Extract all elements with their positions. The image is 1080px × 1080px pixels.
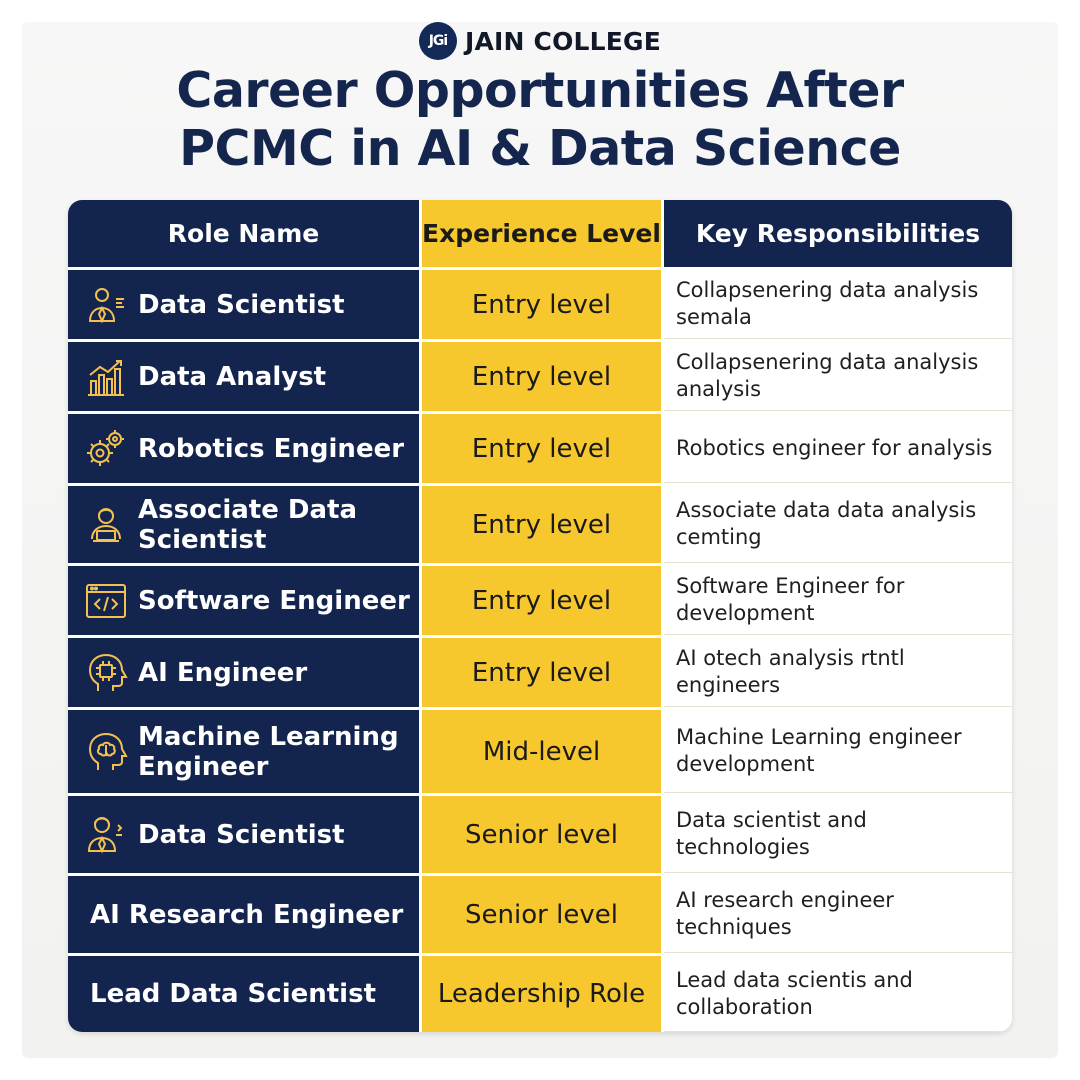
- page-title: [0, 62, 1080, 178]
- role-cell: [68, 486, 422, 563]
- role-cell: [68, 796, 422, 873]
- role-cell: [68, 566, 422, 635]
- role-cell: [68, 710, 422, 793]
- level-cell: [422, 876, 664, 953]
- role-name: Data Analyst: [138, 361, 327, 392]
- level-cell: [422, 956, 664, 1032]
- table-row: [68, 876, 1012, 956]
- brand-header: [0, 22, 1080, 60]
- responsibility-text: AI otech analysis rtntl engineers: [676, 646, 905, 697]
- responsibility-cell: [664, 566, 1012, 635]
- responsibility-text: Lead data scientis and collaboration: [676, 967, 913, 1019]
- experience-level: Entry level: [471, 289, 612, 320]
- experience-level: Entry level: [471, 433, 612, 464]
- responsibility-text: Software Engineer for development: [676, 574, 905, 625]
- table-row: [68, 710, 1012, 796]
- experience-level: Senior level: [465, 819, 618, 850]
- table-row: [68, 956, 1012, 1032]
- role-cell: [68, 876, 422, 953]
- role-cell: [68, 342, 422, 411]
- role-name: Data Scientist: [138, 289, 345, 320]
- table-header-row: [68, 200, 1012, 270]
- role-name: AI Research Engineer: [90, 899, 404, 930]
- table-row: [68, 270, 1012, 342]
- ai-head-chip-icon: [82, 649, 130, 697]
- experience-level: Mid-level: [482, 736, 601, 767]
- responsibility-text: Robotics engineer for analysis: [676, 435, 993, 460]
- role-name: AI Engineer: [138, 657, 308, 688]
- responsibility-cell: [664, 414, 1012, 483]
- experience-level: Entry level: [471, 657, 612, 688]
- header-experience: Experience Level: [422, 200, 664, 267]
- responsibility-text: Collapsenering data analysis semala: [676, 278, 979, 329]
- level-cell: [422, 796, 664, 873]
- brand-name: JAIN COLLEGE: [464, 26, 662, 56]
- experience-level: Senior level: [465, 899, 618, 930]
- table-row: [68, 638, 1012, 710]
- header-responsibilities: Key Responsibilities: [664, 200, 1012, 267]
- brain-head-icon: [82, 728, 130, 776]
- level-cell: [422, 710, 664, 793]
- responsibility-text: Associate data data analysis cemting: [676, 498, 977, 549]
- level-cell: [422, 638, 664, 707]
- role-name: Robotics Engineer: [138, 433, 405, 464]
- responsibility-cell: [664, 796, 1012, 873]
- experience-level: Entry level: [471, 509, 612, 540]
- role-name: Data Scientist: [138, 819, 345, 850]
- level-cell: [422, 342, 664, 411]
- role-name: Software Engineer: [138, 585, 410, 616]
- career-table: [68, 200, 1012, 1032]
- experience-level: Entry level: [471, 585, 612, 616]
- role-name: Associate Data Scientist: [138, 494, 358, 555]
- person-presenting-icon: [82, 281, 130, 329]
- table-row: [68, 486, 1012, 566]
- table-row: [68, 342, 1012, 414]
- responsibility-text: Machine Learning engineer development: [676, 725, 962, 776]
- level-cell: [422, 270, 664, 339]
- level-cell: [422, 566, 664, 635]
- responsibility-cell: [664, 956, 1012, 1032]
- level-cell: [422, 414, 664, 483]
- responsibility-cell: [664, 486, 1012, 563]
- role-cell: [68, 956, 422, 1032]
- table-row: [68, 796, 1012, 876]
- gears-icon: [82, 425, 130, 473]
- title-line-2: PCMC in AI & Data Science: [179, 120, 901, 177]
- table-row: [68, 414, 1012, 486]
- responsibility-text: Collapsenering data analysis analysis: [676, 350, 979, 401]
- responsibility-cell: [664, 342, 1012, 411]
- responsibility-cell: [664, 270, 1012, 339]
- responsibility-cell: [664, 876, 1012, 953]
- header-role: Role Name: [68, 200, 422, 267]
- bar-chart-icon: [82, 353, 130, 401]
- table-row: [68, 566, 1012, 638]
- role-cell: [68, 270, 422, 339]
- role-cell: [68, 414, 422, 483]
- level-cell: [422, 486, 664, 563]
- jgi-logo: JGi: [419, 22, 457, 60]
- code-window-icon: [82, 577, 130, 625]
- experience-level: Entry level: [471, 361, 612, 392]
- responsibility-cell: [664, 638, 1012, 707]
- role-name: Machine Learning Engineer: [138, 721, 399, 782]
- person-presenting-icon: [82, 811, 130, 859]
- responsibility-text: Data scientist and technologies: [676, 808, 867, 859]
- title-line-1: Career Opportunities After: [176, 62, 904, 119]
- responsibility-text: AI research engineer techniques: [676, 888, 894, 939]
- experience-level: Leadership Role: [437, 979, 646, 1009]
- person-laptop-icon: [82, 501, 130, 549]
- role-name: Lead Data Scientist: [90, 979, 376, 1009]
- role-cell: [68, 638, 422, 707]
- responsibility-cell: [664, 710, 1012, 793]
